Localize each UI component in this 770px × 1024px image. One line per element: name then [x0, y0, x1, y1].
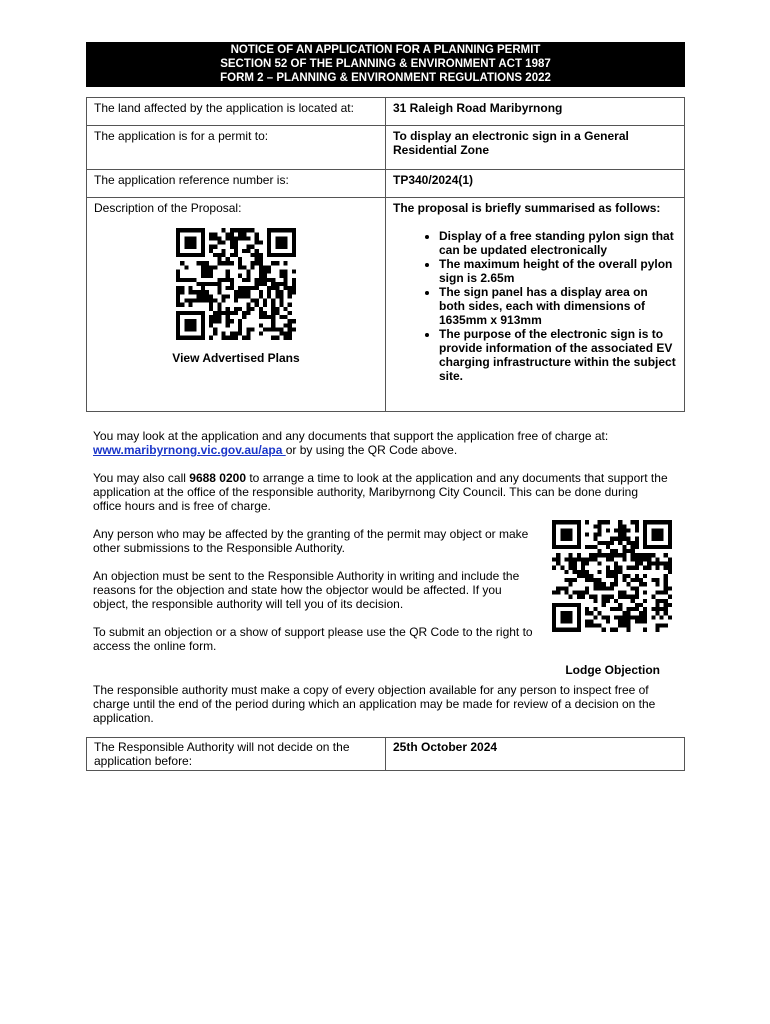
- reference-label: The application reference number is:: [87, 170, 386, 198]
- description-label: Description of the Proposal:: [94, 201, 242, 215]
- proposal-point: • The maximum height of the overall pylon sign is 2.65m: [439, 257, 677, 285]
- proposal-point: • Display of a free standing pylon sign that can be updated electronically: [439, 229, 677, 257]
- notice-header: [86, 42, 685, 87]
- land-value: 31 Raleigh Road Maribyrnong: [386, 98, 685, 126]
- objection-requirements-paragraph: An objection must be sent to the Responsible Authority in writing and include the reasons for the objection and state how the objector would be affected. If you object, the responsible authority will tell you of its decision.: [93, 569, 520, 611]
- lodge-objection-label: Lodge Objection: [565, 663, 660, 677]
- header-line-1: NOTICE OF AN APPLICATION FOR A PLANNING PERMIT: [230, 44, 541, 56]
- decision-date-table: [86, 737, 685, 771]
- view-advertised-plans-label: View Advertised Plans: [172, 351, 300, 365]
- inspection-tail: or by using the QR Code above.: [285, 443, 458, 457]
- council-website-link[interactable]: www.maribyrnong.vic.gov.au/apa: [93, 443, 286, 457]
- copy-of-objections-paragraph: The responsible authority must make a copy of every objection available for any person to inspect free of charge until the end of the period during which an application may be made for review of a decision on the application.: [93, 683, 656, 725]
- proposal-point: • The purpose of the electronic sign is to provide information of the associated EV charging infrastructure within the subject site.: [439, 327, 677, 383]
- call-paragraph: [93, 471, 668, 513]
- decision-date: 25th October 2024: [386, 738, 685, 771]
- reference-value: TP340/2024(1): [386, 170, 685, 198]
- description-cell: [87, 198, 386, 412]
- proposal-summary-cell: [386, 198, 685, 412]
- inspection-text: You may look at the application and any documents that support the application free of charge at:: [93, 429, 609, 443]
- header-line-3: FORM 2 – PLANNING & ENVIRONMENT REGULATIONS 2022: [220, 72, 551, 84]
- proposal-points-list: [393, 229, 677, 383]
- call-text-pre: You may also call: [93, 471, 190, 485]
- call-text-post: to arrange a time to look at the application and any documents that support the application at the office of the responsible authority, Maribyrnong City Council. This can be done during office hours and is free of charge.: [93, 471, 668, 513]
- submit-objection-paragraph: To submit an objection or a show of support please use the QR Code to the right to access the online form.: [93, 625, 533, 653]
- council-phone-number: 9688 0200: [189, 471, 247, 485]
- land-label: The land affected by the application is located at:: [87, 98, 386, 126]
- lodge-objection-qr-code[interactable]: [552, 520, 672, 632]
- permit-value: To display an electronic sign in a General Residential Zone: [386, 126, 685, 170]
- advertised-plans-qr-code[interactable]: [176, 228, 296, 340]
- permit-label: The application is for a permit to:: [87, 126, 386, 170]
- proposal-intro: The proposal is briefly summarised as follows:: [393, 201, 661, 215]
- header-line-2: SECTION 52 OF THE PLANNING & ENVIRONMENT ACT 1987: [220, 58, 551, 70]
- inspection-paragraph: [93, 429, 668, 457]
- proposal-point: • The sign panel has a display area on both sides, each with dimensions of 1635mm x 913mm: [439, 285, 677, 327]
- application-details-table: [86, 97, 685, 412]
- decision-label: The Responsible Authority will not decide on the application before:: [87, 738, 386, 771]
- objection-rights-paragraph: Any person who may be affected by the granting of the permit may object or make other submissions to the Responsible Authority.: [93, 527, 529, 555]
